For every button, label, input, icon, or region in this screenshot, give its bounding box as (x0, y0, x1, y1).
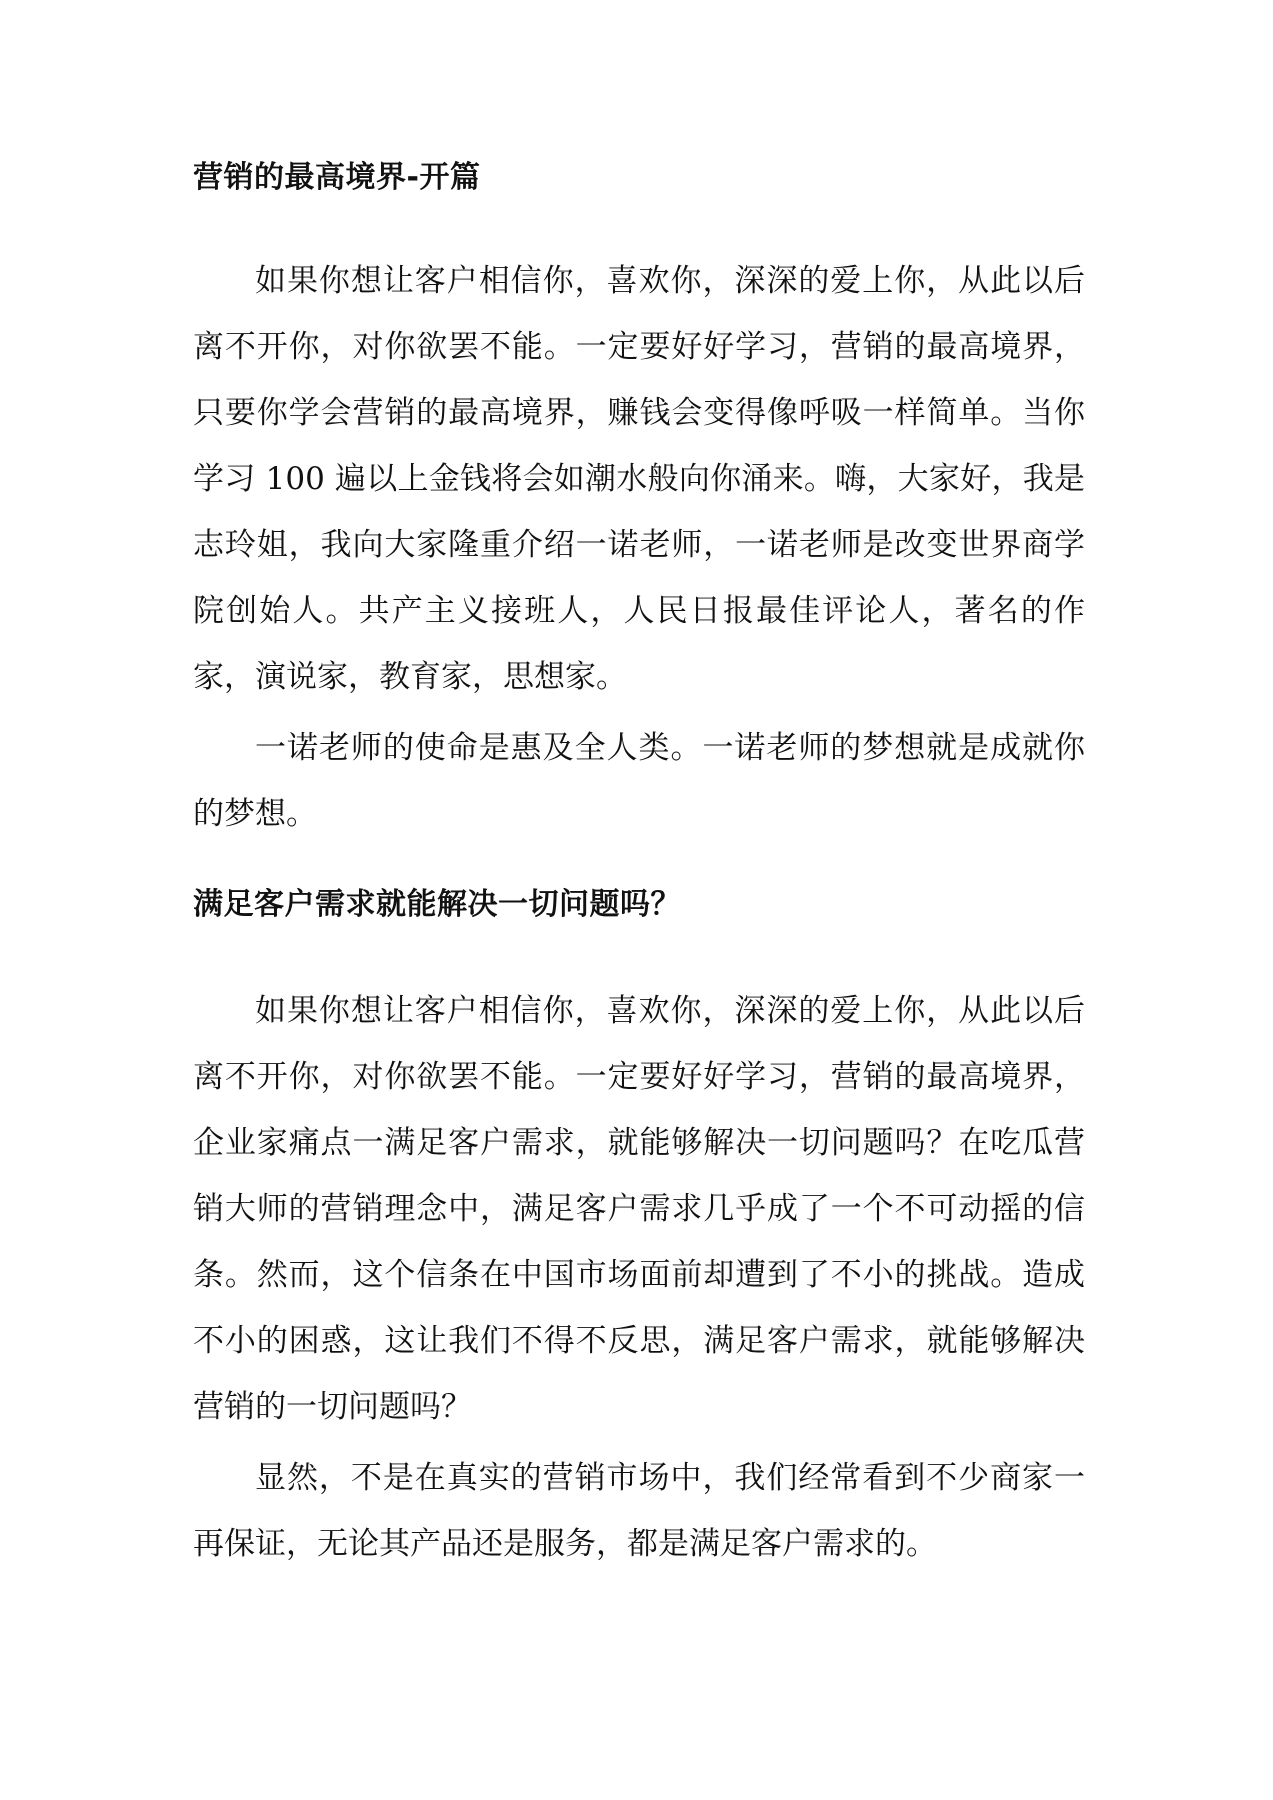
paragraph: 如果你想让客户相信你，喜欢你，深深的爱上你，从此以后离不开你，对你欲罢不能。一定要好好学习，营销的最高境界，企业家痛点一满足客户需求，就能够解决一切问题吗？在吃瓜营销大师的营销理念中，满足客户需求几乎成了一个不可动摇的信条。然而，这个信条在中国市场面前却遭到了不小的挑战。造成不小的困惑，这让我们不得不反思，满足客户需求，就能够解决营销的一切问题吗？ (193, 993, 1085, 1425)
paragraph: 一诺老师的使命是惠及全人类。一诺老师的梦想就是成就你的梦想。 (193, 730, 1085, 832)
section-heading-opening: 营销的最高境界-开篇 (193, 160, 481, 195)
paragraph: 如果你想让客户相信你，喜欢你，深深的爱上你，从此以后离不开你，对你欲罢不能。一定要好好学习，营销的最高境界，只要你学会营销的最高境界，赚钱会变得像呼吸一样简单。当你学习 100 遍以上金钱将会如潮水般向你涌来。嗨，大家好，我是志玲姐，我向大家隆重介绍一诺老师，一诺老师是改变世界商学院创始人。共产主义接班人，人民日报最佳评论人，著名的作家，演说家，教育家，思想家。 (193, 263, 1085, 695)
document-page (193, 158, 1085, 1577)
paragraph: 显然，不是在真实的营销市场中，我们经常看到不少商家一再保证，无论其产品还是服务，都是满足客户需求的。 (193, 1460, 1085, 1562)
section-heading-customer-needs: 满足客户需求就能解决一切问题吗？ (193, 887, 681, 922)
